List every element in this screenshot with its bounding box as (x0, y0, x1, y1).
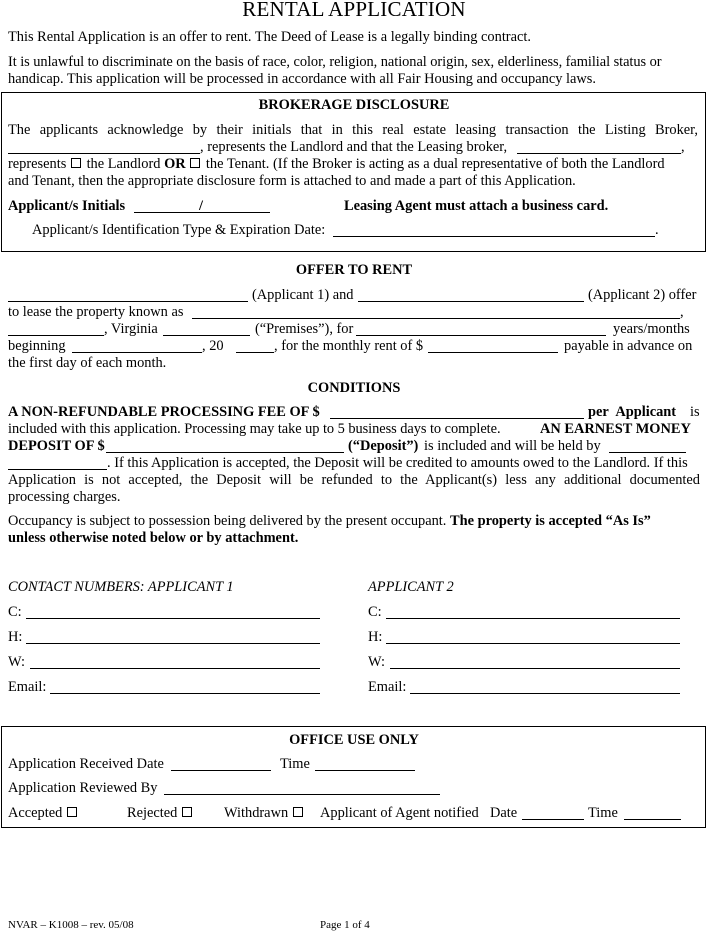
applicant-1-name-field[interactable] (8, 301, 248, 302)
accepted-checkbox[interactable] (67, 807, 77, 817)
tenant-checkbox[interactable] (190, 158, 200, 168)
withdrawn-label: Withdrawn (224, 805, 289, 821)
fee-label: A NON-REFUNDABLE PROCESSING FEE OF $ (8, 404, 320, 420)
beginning-date-field[interactable] (72, 352, 202, 353)
conditions-line-6: processing charges. (8, 489, 121, 505)
term-field[interactable] (356, 335, 606, 336)
reviewed-by-field[interactable] (164, 794, 440, 795)
earnest-money-text: AN EARNEST MONEY (540, 421, 691, 437)
is-text: is (690, 404, 700, 420)
conditions-line-5: Application is not accepted, the Deposit will be refunded to the Applicant(s) less any additional documented (8, 472, 700, 488)
intro-line-3: handicap. This application will be processed in accordance with all Fair Housing and occupancy laws. (8, 71, 596, 87)
received-date-field[interactable] (171, 770, 271, 771)
year-prefix: , 20 (202, 338, 224, 354)
deposit-label: DEPOSIT OF $ (8, 438, 105, 454)
a2-work-label: W: (368, 654, 386, 670)
payable-text: payable in advance on (564, 338, 693, 354)
occupancy-text: Occupancy is subject to possession being delivered by the present occupant. (8, 513, 447, 529)
brokerage-line-4: and Tenant, then the appropriate disclosure form is attached to and made a part of this Application. (8, 173, 576, 189)
rent-label: , for the monthly rent of $ (274, 338, 424, 354)
premises-field[interactable] (163, 335, 250, 336)
per-applicant-text: per Applicant (588, 404, 677, 420)
received-time-label: Time (280, 756, 310, 772)
brokerage-line-1: The applicants acknowledge by their initials that in this real estate leasing transaction the Listing Broker, (8, 122, 698, 138)
intro-line-1: This Rental Application is an offer to rent. The Deed of Lease is a legally binding contract. (8, 29, 531, 45)
processing-fee-field[interactable] (330, 418, 584, 419)
agent-note: Leasing Agent must attach a business card. (344, 198, 609, 214)
deposit-held-text: is included and will be held by (424, 438, 601, 454)
offer-last-line: the first day of each month. (8, 355, 167, 371)
rejected-checkbox[interactable] (182, 807, 192, 817)
monthly-rent-field[interactable] (428, 352, 558, 353)
virginia-text: , Virginia (104, 321, 158, 337)
lease-label: to lease the property known as (8, 304, 184, 320)
as-is-text: The property is accepted “As Is” (450, 513, 651, 529)
deposit-holder-field-1[interactable] (609, 452, 686, 453)
a1-cell-label: C: (8, 604, 22, 620)
deposit-amount-field[interactable] (106, 452, 344, 453)
a2-home-field[interactable] (386, 643, 680, 644)
page-title: RENTAL APPLICATION (242, 0, 466, 21)
applicant-1-label: (Applicant 1) and (252, 287, 354, 303)
conditions-line-2a: included with this application. Processing may take up to 5 business days to complete. (8, 421, 501, 437)
offer-heading: OFFER TO RENT (295, 262, 413, 278)
occupancy-line-2: unless otherwise noted below or by attachment. (8, 530, 299, 546)
occupancy-line (8, 514, 651, 528)
accepted-label: Accepted (8, 805, 63, 821)
received-label: Application Received Date (8, 756, 164, 772)
property-address-field[interactable] (192, 318, 680, 319)
brokerage-heading: BROKERAGE DISCLOSURE (258, 97, 450, 113)
a2-cell-label: C: (368, 604, 382, 620)
premises-text: (“Premises”), for (255, 321, 354, 337)
initials-label: Applicant/s Initials (8, 198, 126, 214)
notified-time-field[interactable] (624, 819, 681, 820)
lease-end: , (680, 304, 684, 320)
represents-text: represents (8, 156, 67, 172)
page-number: Page 1 of 4 (320, 919, 370, 931)
a2-email-field[interactable] (410, 693, 680, 694)
id-end: . (655, 222, 659, 238)
a2-home-label: H: (368, 629, 383, 645)
a2-email-label: Email: (368, 679, 407, 695)
applicant-2-label: (Applicant 2) offer (588, 287, 697, 303)
a2-cell-field[interactable] (386, 618, 680, 619)
notified-date-label: Date (490, 805, 518, 821)
deposit-quote: (“Deposit”) (348, 438, 419, 454)
a1-email-label: Email: (8, 679, 47, 695)
applicant-1-contacts-heading: CONTACT NUMBERS: APPLICANT 1 (8, 579, 234, 595)
tenant-text: the Tenant. (If the Broker is acting as a dual representative of both the Landlord (205, 156, 665, 172)
conditions-heading: CONDITIONS (307, 380, 401, 396)
notified-label: Applicant of Agent notified (320, 805, 479, 821)
leasing-broker-field[interactable] (517, 153, 681, 154)
a1-home-field[interactable] (26, 643, 320, 644)
landlord-text: the Landlord (86, 156, 161, 172)
id-label: Applicant/s Identification Type & Expiration Date: (32, 222, 326, 238)
listing-broker-field[interactable] (8, 153, 200, 154)
notified-date-field[interactable] (522, 819, 584, 820)
city-field[interactable] (8, 335, 104, 336)
deposit-holder-field-2[interactable] (8, 469, 107, 470)
brokerage-line-2b: , (681, 139, 685, 155)
or-text: OR (164, 156, 186, 172)
year-field[interactable] (236, 352, 274, 353)
a2-work-field[interactable] (390, 668, 680, 669)
brokerage-line-2a: , represents the Landlord and that the Leasing broker, (200, 139, 508, 155)
identification-field[interactable] (333, 236, 655, 237)
form-id: NVAR – K1008 – rev. 05/08 (8, 919, 134, 931)
a1-work-field[interactable] (30, 668, 320, 669)
received-time-field[interactable] (315, 770, 415, 771)
notified-time-label: Time (588, 805, 618, 821)
brokerage-line-3 (8, 157, 665, 171)
beginning-text: beginning (8, 338, 66, 354)
withdrawn-checkbox[interactable] (293, 807, 303, 817)
a1-email-field[interactable] (50, 693, 320, 694)
initials-separator: / (199, 198, 203, 214)
applicant-2-name-field[interactable] (358, 301, 584, 302)
reviewed-label: Application Reviewed By (8, 780, 158, 796)
accepted-option (8, 806, 79, 820)
years-months-text: years/months (613, 321, 690, 337)
a1-work-label: W: (8, 654, 26, 670)
a1-cell-field[interactable] (26, 618, 320, 619)
applicant-2-contacts-heading: APPLICANT 2 (368, 579, 454, 595)
conditions-line-4: . If this Application is accepted, the Deposit will be credited to amounts owed to the Landlord. If this (107, 455, 688, 471)
landlord-checkbox[interactable] (71, 158, 81, 168)
rejected-option (127, 806, 194, 820)
office-heading: OFFICE USE ONLY (289, 732, 419, 748)
rejected-label: Rejected (127, 805, 178, 821)
a1-home-label: H: (8, 629, 23, 645)
intro-line-2: It is unlawful to discriminate on the basis of race, color, religion, national origin, sex, elderliness, familial status or (8, 54, 662, 70)
withdrawn-option (224, 806, 305, 820)
